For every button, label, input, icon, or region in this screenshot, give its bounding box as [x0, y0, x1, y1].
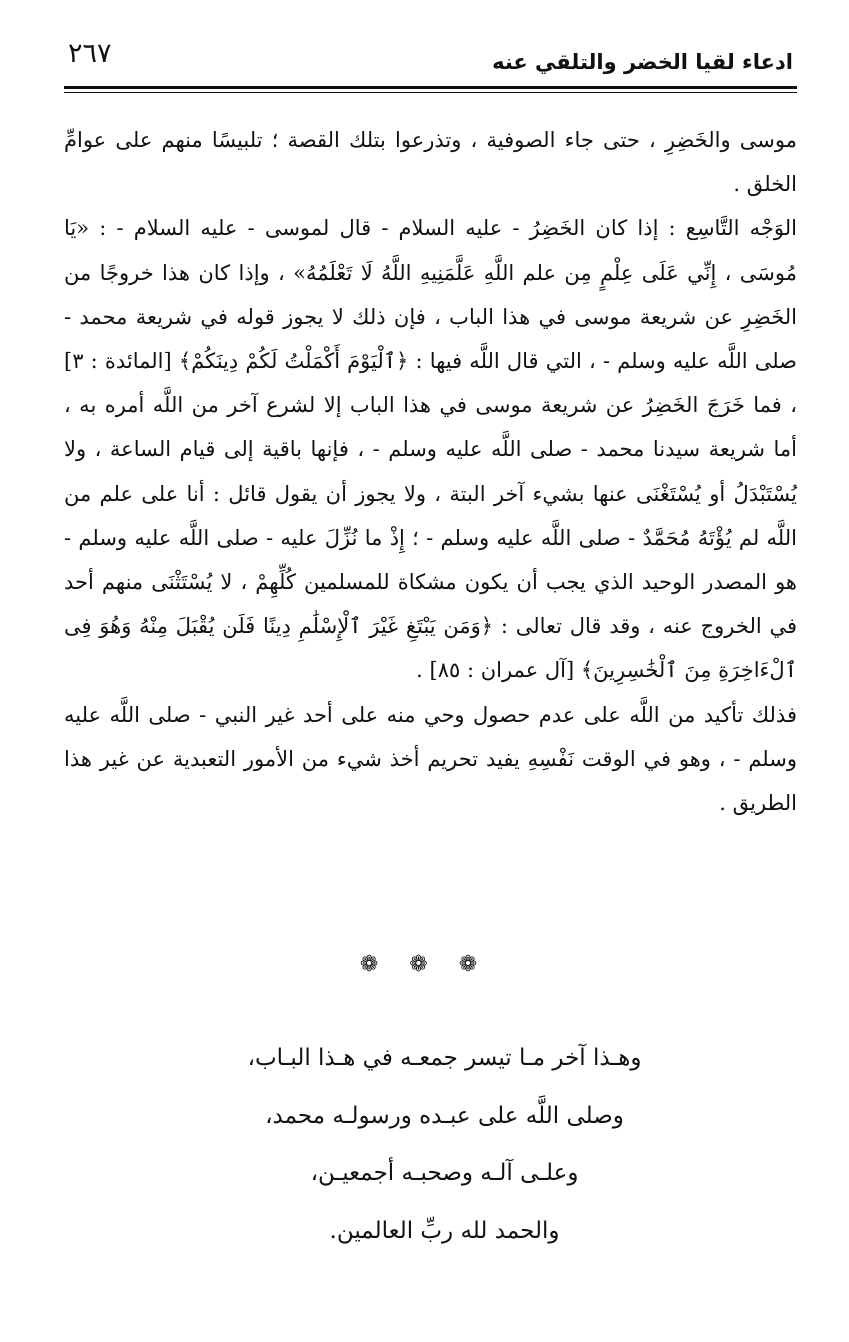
- paragraph-2: الوَجْه التَّاسِع : إذا كان الخَضِرُ - عليه السلام - قال لموسى - عليه السلام - : «يَا مُوسَى ، إِنِّي عَلَى عِلْمٍ مِن علم اللَّهِ عَلَّمَنِيهِ اللَّهُ لَا تَعْلَمُهُ» ، وإذا كان هذا خروجًا من الخَضِرِ عن شريعة موسى في هذا الباب ، فإن ذلك لا يجوز قوله في شريعة محمد - صلى اللَّه عليه وسلم - ، التي قال اللَّه فيها : ﴿ٱلْيَوْمَ أَكْمَلْتُ لَكُمْ دِينَكُمْ﴾ [المائدة : ٣] ، فما خَرَجَ الخَضِرُ عن شريعة موسى في هذا الباب إلا لشرع آخر من اللَّه أمره به ، أما شريعة سيدنا محمد - صلى اللَّه عليه وسلم - ، فإنها باقية إلى قيام الساعة ، ولا يُسْتَبْدَلُ أو يُسْتَغْنَى عنها بشيء آخر البتة ، ولا يجوز أن يقول قائل : أنا على علم من اللَّه لم يُؤْتَهُ مُحَمَّدٌ - صلى اللَّه عليه وسلم - ؛ إِذْ ما نُزِّلَ عليه - صلى اللَّه عليه وسلم - هو المصدر الوحيد الذي يجب أن يكون مشكاة للمسلمين كُلِّهِمْ ، لا يُسْتَثْنَى منهم أحد في الخروج عنه ، وقد قال تعالى : ﴿وَمَن يَبْتَغِ غَيْرَ ٱلْإِسْلَٰمِ دِينًا فَلَن يُقْبَلَ مِنْهُ وَهُوَ فِى ٱلْءَاخِرَةِ مِنَ ٱلْخَٰسِرِينَ﴾ [آل عمران : ٨٥] .: [64, 216, 797, 683]
- running-title: ادعاء لقيا الخضر والتلقي عنه: [492, 50, 793, 74]
- main-text: [64, 118, 797, 825]
- paragraph-1: موسى والخَضِرِ ، حتى جاء الصوفية ، وتذرعوا بتلك القصة ؛ تلبيسًا منهم على عوامِّ الخلق .: [64, 128, 797, 197]
- closing-line-4: والحمد لله ربِّ العالمين.: [329, 1217, 560, 1244]
- closing-line-2: وصلى اللَّه على عبـده ورسولـه محمد،: [265, 1102, 624, 1129]
- page-number: ٢٦٧: [68, 38, 112, 69]
- paragraph-3: فذلك تأكيد من اللَّه على عدم حصول وحي منه على أحد غير النبي - صلى اللَّه عليه وسلم - ، وهو في الوقت نَفْسِهِ يفيد تحريم أخذ شيء من الأمور التعبدية عن غير هذا الطريق .: [64, 702, 797, 816]
- closing-verse: [0, 1030, 849, 1260]
- closing-line-3: وعلـى آلـه وصحبـه أجمعيـن،: [310, 1160, 579, 1186]
- closing-line-1: وهـذا آخر مـا تيسر جمعـه في هـذا البـاب،: [247, 1045, 642, 1071]
- header-rule-thin: [64, 92, 797, 93]
- section-ornament: ❁ ❁ ❁: [359, 952, 490, 977]
- page-header: [64, 36, 797, 92]
- header-rule-thick: [64, 86, 797, 89]
